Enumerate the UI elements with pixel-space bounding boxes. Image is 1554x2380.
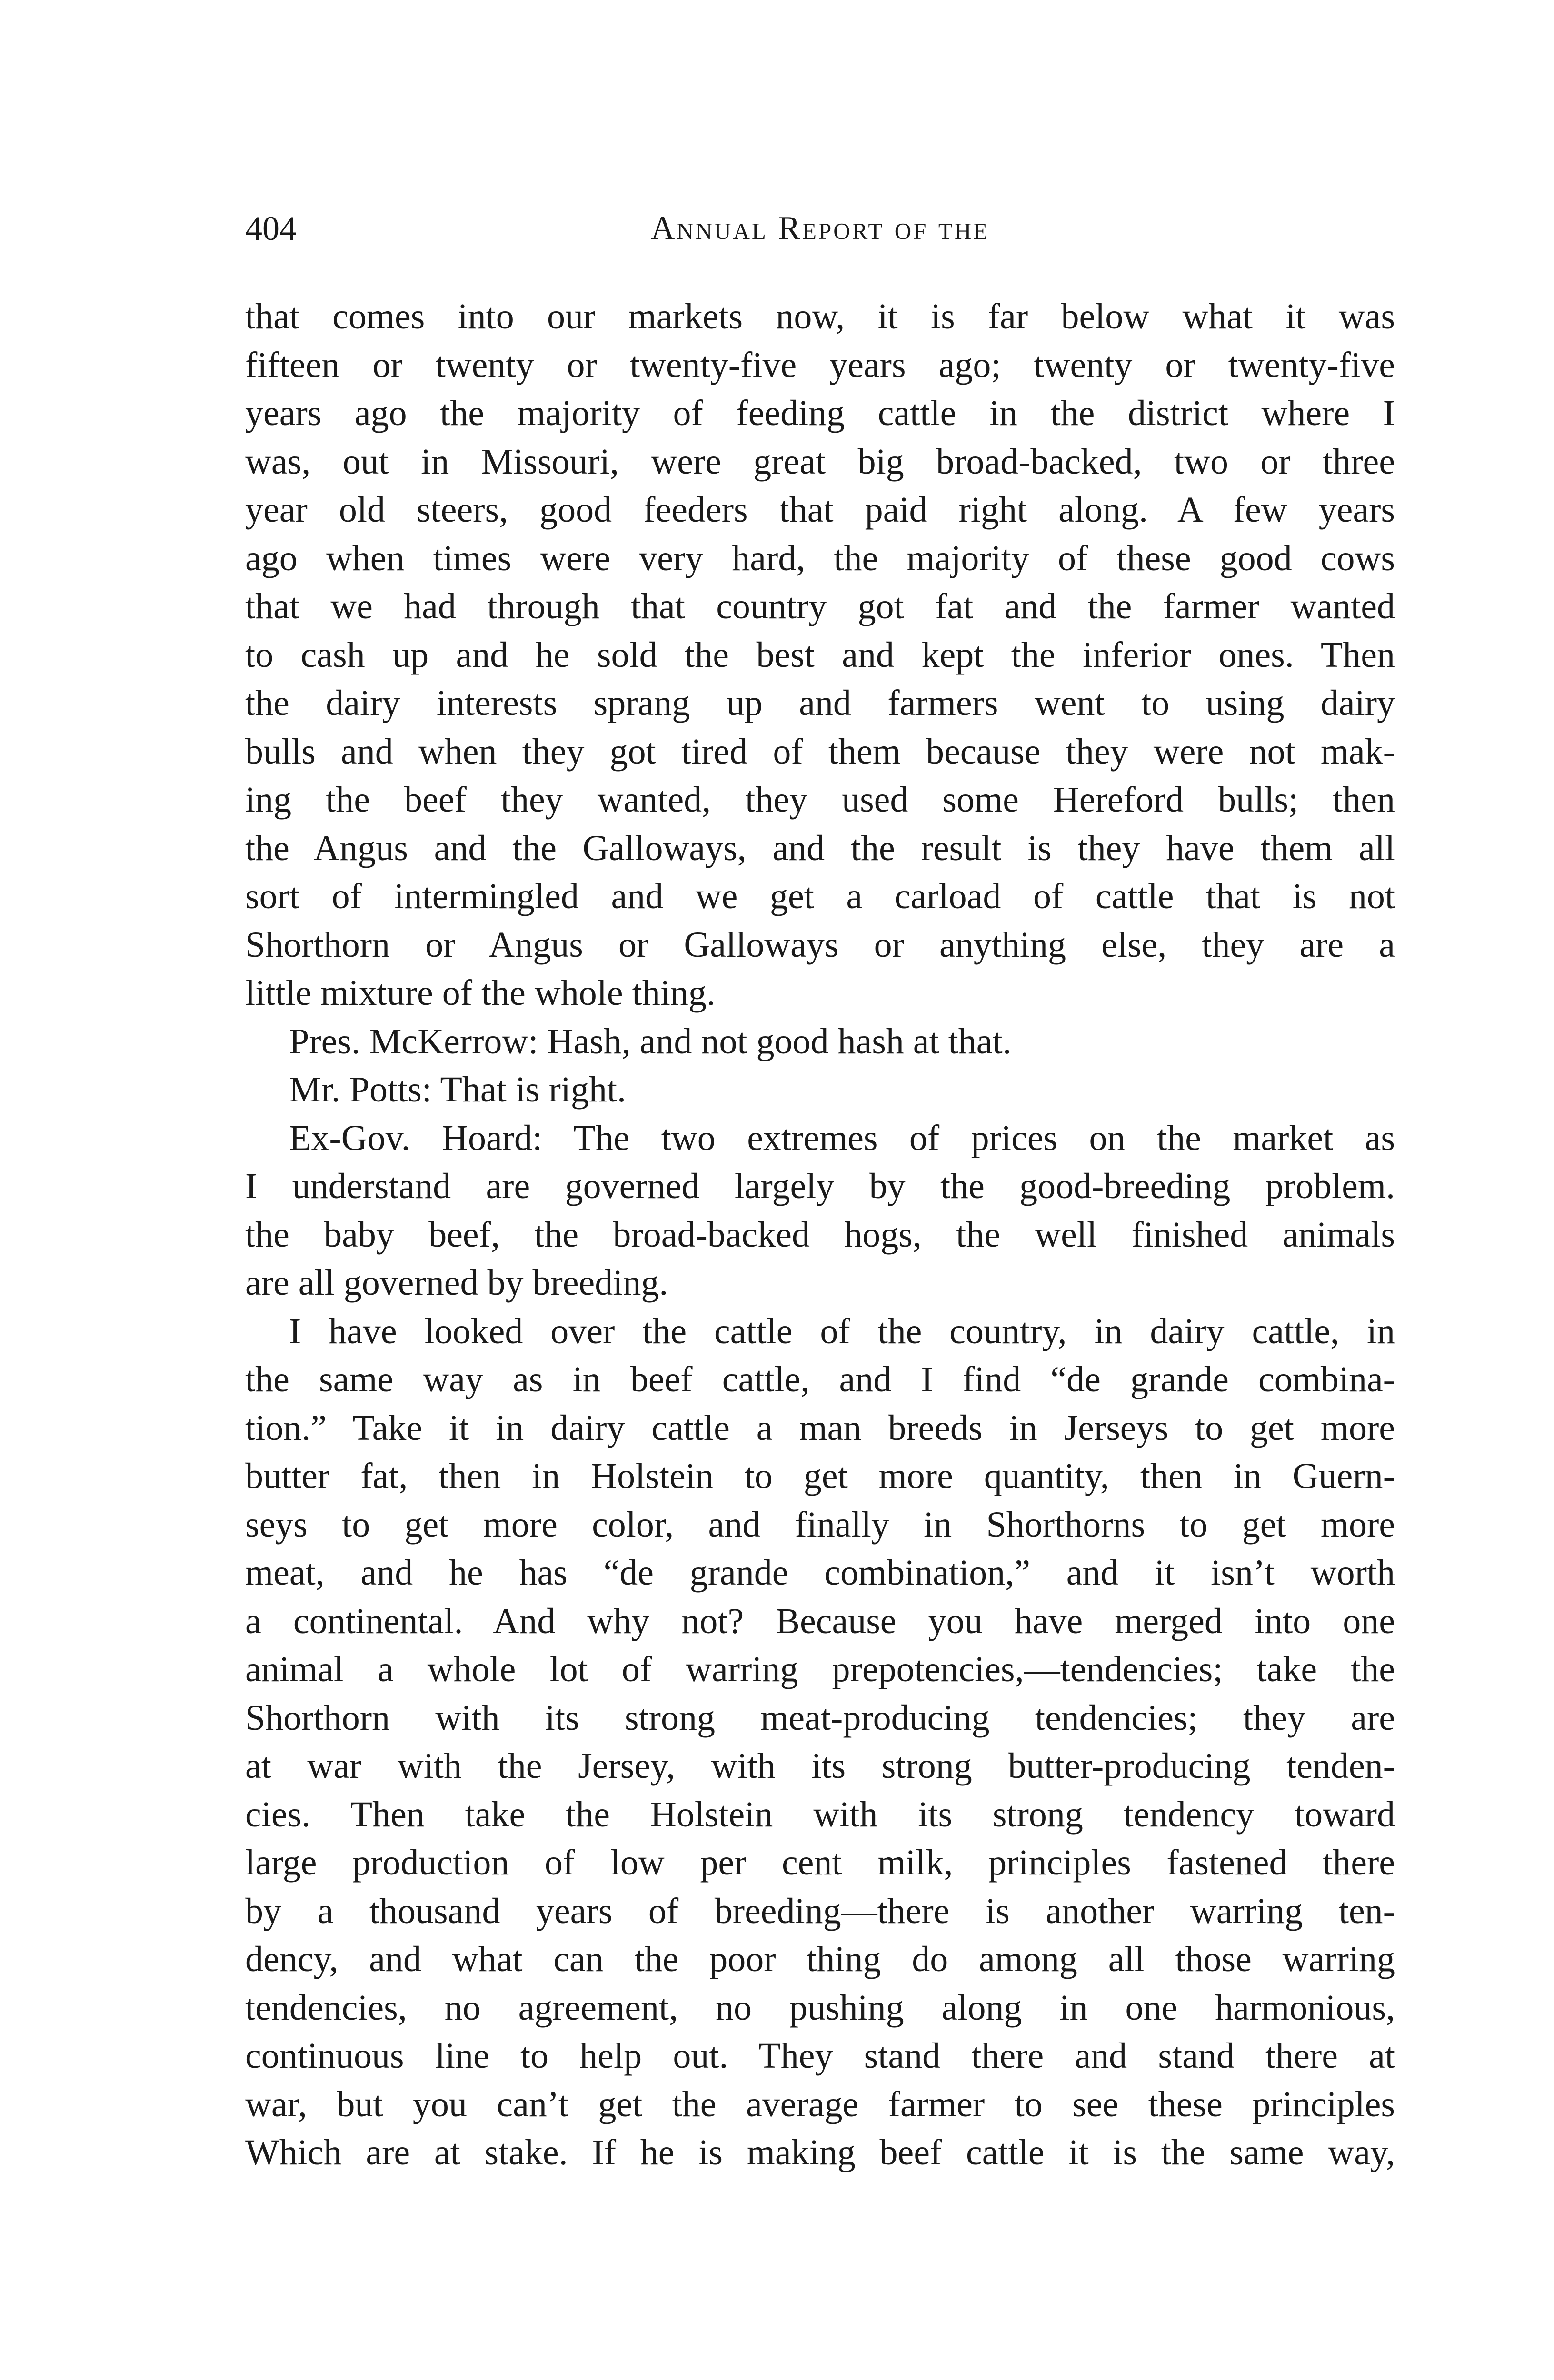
- text-line: tendencies, no agreement, no pushing along in one harmonious,: [245, 1987, 1395, 2028]
- text-line: years ago the majority of feeding cattle in the district where I: [245, 393, 1395, 433]
- text-line: Pres. McKerrow: Hash, and not good hash at that.: [289, 1021, 1012, 1061]
- text-line: the same way as in beef cattle, and I find “de grande combina-: [245, 1359, 1395, 1399]
- text-line: to cash up and he sold the best and kept the inferior ones. Then: [245, 635, 1395, 675]
- text-line: ago when times were very hard, the majority of these good cows: [245, 538, 1395, 578]
- text-line: war, but you can’t get the average farmer to see these principles: [245, 2084, 1395, 2124]
- text-line: was, out in Missouri, were great big broad-backed, two or three: [245, 441, 1395, 482]
- text-line: large production of low per cent milk, principles fastened there: [245, 1843, 1395, 1883]
- text-line: little mixture of the whole thing.: [245, 973, 716, 1013]
- text-line: bulls and when they got tired of them because they were not mak-: [245, 731, 1395, 772]
- text-line: Shorthorn with its strong meat-producing tendencies; they are: [245, 1697, 1395, 1738]
- text-line: fifteen or twenty or twenty-five years ago; twenty or twenty-five: [245, 345, 1395, 385]
- text-line: continuous line to help out. They stand there and stand there at: [245, 2036, 1395, 2076]
- page-header: [245, 205, 1395, 262]
- text-line: a continental. And why not? Because you have merged into one: [245, 1601, 1395, 1641]
- text-line: tion.” Take it in dairy cattle a man breeds in Jerseys to get more: [245, 1408, 1395, 1448]
- text-line: that comes into our markets now, it is far below what it was: [245, 297, 1395, 337]
- text-line: the Angus and the Galloways, and the result is they have them all: [245, 828, 1395, 868]
- text-line: meat, and he has “de grande combination,” and it isn’t worth: [245, 1553, 1395, 1593]
- text-line: the baby beef, the broad-backed hogs, the well finished animals: [245, 1214, 1395, 1255]
- body-text: [245, 293, 1395, 2177]
- text-line: are all governed by breeding.: [245, 1263, 668, 1303]
- text-line: seys to get more color, and finally in Shorthorns to get more: [245, 1504, 1395, 1545]
- text-line: dency, and what can the poor thing do among all those warring: [245, 1939, 1395, 1979]
- text-line: that we had through that country got fat and the farmer wanted: [245, 586, 1395, 626]
- text-line: the dairy interests sprang up and farmers went to using dairy: [245, 683, 1395, 723]
- text-line: butter fat, then in Holstein to get more quantity, then in Guern-: [245, 1456, 1395, 1496]
- text-line: Mr. Potts: That is right.: [289, 1070, 627, 1110]
- text-line: cies. Then take the Holstein with its strong tendency toward: [245, 1794, 1395, 1835]
- running-head: Annual Report of the: [650, 210, 990, 247]
- text-line: animal a whole lot of warring prepotencies,—tendencies; take the: [245, 1649, 1395, 1689]
- text-line: Which are at stake. If he is making beef cattle it is the same way,: [245, 2132, 1395, 2172]
- page-number: 404: [245, 209, 297, 248]
- text-line: at war with the Jersey, with its strong butter-producing tenden-: [245, 1746, 1395, 1786]
- text-line: year old steers, good feeders that paid right along. A few years: [245, 490, 1395, 530]
- text-line: I have looked over the cattle of the country, in dairy cattle, in: [289, 1311, 1395, 1351]
- text-line: sort of intermingled and we get a carload of cattle that is not: [245, 876, 1395, 916]
- text-line: Ex-Gov. Hoard: The two extremes of prices on the market as: [289, 1118, 1395, 1158]
- text-line: by a thousand years of breeding—there is another warring ten-: [245, 1891, 1395, 1931]
- text-line: ing the beef they wanted, they used some Hereford bulls; then: [245, 780, 1395, 820]
- text-line: I understand are governed largely by the good-breeding problem.: [245, 1166, 1395, 1206]
- text-line: Shorthorn or Angus or Galloways or anything else, they are a: [245, 924, 1395, 965]
